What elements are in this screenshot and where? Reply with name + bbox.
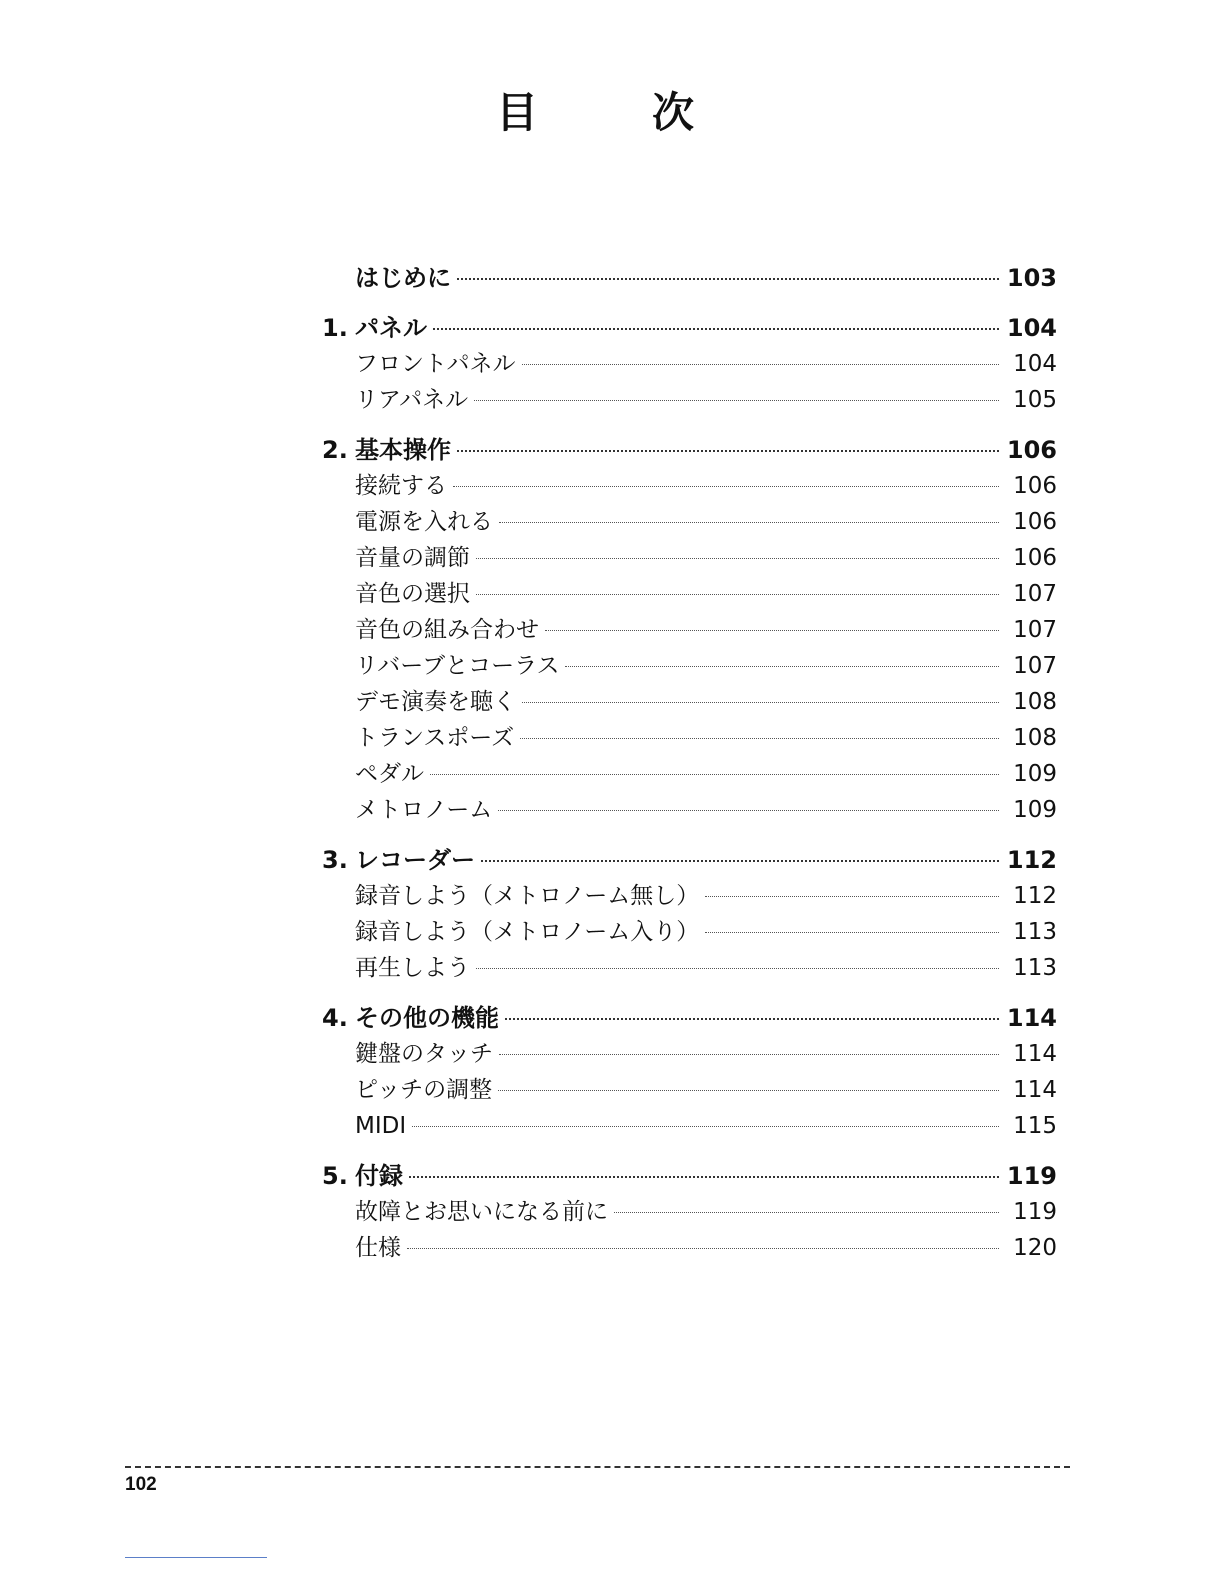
dot-leader <box>705 932 999 933</box>
subentry-title: 故障とお思いになる前に <box>355 1199 608 1225</box>
toc-subentry[interactable] <box>322 878 1057 914</box>
subentry-page-number: 115 <box>1013 1113 1057 1139</box>
dot-leader <box>498 810 999 811</box>
chapter-page-number: 103 <box>1006 264 1057 292</box>
toc-subentry[interactable] <box>322 1036 1057 1072</box>
dot-leader <box>430 774 999 775</box>
toc-chapter-entry[interactable] <box>322 260 1057 296</box>
dot-leader <box>505 1018 999 1020</box>
dot-leader <box>499 522 999 523</box>
toc-subentry[interactable] <box>322 648 1057 684</box>
toc-subentry[interactable] <box>322 1108 1057 1144</box>
dot-leader <box>481 860 999 862</box>
chapter-number: 4. <box>322 1004 348 1032</box>
toc-subentry[interactable] <box>322 756 1057 792</box>
subentry-page-number: 106 <box>1013 545 1057 571</box>
subentry-title: 音色の選択 <box>355 581 470 607</box>
chapter-number: 1. <box>322 314 348 342</box>
subentry-title: ピッチの調整 <box>355 1077 493 1103</box>
subentry-page-number: 113 <box>1013 955 1057 981</box>
subentry-title: 仕様 <box>355 1235 401 1261</box>
toc-section <box>322 260 1057 296</box>
subentry-page-number: 105 <box>1013 387 1057 413</box>
toc-subentry[interactable] <box>322 684 1057 720</box>
subentry-title: 音量の調節 <box>355 545 470 571</box>
dot-leader <box>565 666 999 667</box>
chapter-title: その他の機能 <box>355 1004 499 1032</box>
chapter-page-number: 114 <box>1006 1004 1057 1032</box>
toc-chapter-entry[interactable] <box>322 1000 1057 1036</box>
dot-leader <box>520 738 999 739</box>
toc-section <box>322 842 1057 986</box>
subentry-title: トランスポーズ <box>355 725 515 751</box>
subentry-page-number: 106 <box>1013 509 1057 535</box>
dot-leader <box>705 896 999 897</box>
dot-leader <box>476 968 999 969</box>
bottom-rule <box>125 1557 267 1558</box>
chapter-number: 5. <box>322 1162 348 1190</box>
toc-section <box>322 1000 1057 1144</box>
subentry-title: メトロノーム <box>355 797 493 823</box>
subentry-page-number: 114 <box>1013 1077 1057 1103</box>
dot-leader <box>499 1054 999 1055</box>
toc-subentry[interactable] <box>322 576 1057 612</box>
subentry-title: 音色の組み合わせ <box>355 617 539 643</box>
table-of-contents <box>322 260 1057 1280</box>
subentry-title: 再生しよう <box>355 955 470 981</box>
chapter-number: 3. <box>322 846 348 874</box>
toc-subentry[interactable] <box>322 1194 1057 1230</box>
chapter-page-number: 112 <box>1006 846 1057 874</box>
subentry-page-number: 108 <box>1013 689 1057 715</box>
subentry-title: リバーブとコーラス <box>355 653 560 679</box>
dot-leader <box>522 364 999 365</box>
toc-subentry[interactable] <box>322 792 1057 828</box>
toc-subentry[interactable] <box>322 720 1057 756</box>
dot-leader <box>409 1176 999 1178</box>
subentry-title: リアパネル <box>355 387 469 413</box>
subentry-title: 電源を入れる <box>355 509 493 535</box>
toc-subentry[interactable] <box>322 950 1057 986</box>
subentry-page-number: 112 <box>1013 883 1057 909</box>
page-title: 目 次 <box>495 88 730 137</box>
toc-subentry[interactable] <box>322 612 1057 648</box>
chapter-title: はじめに <box>355 264 451 292</box>
toc-chapter-entry[interactable] <box>322 1158 1057 1194</box>
dot-leader <box>407 1248 999 1249</box>
dot-leader <box>453 486 999 487</box>
toc-subentry[interactable] <box>322 346 1057 382</box>
chapter-page-number: 119 <box>1006 1162 1057 1190</box>
subentry-title: デモ演奏を聴く <box>355 689 516 715</box>
subentry-page-number: 109 <box>1013 761 1057 787</box>
toc-subentry[interactable] <box>322 914 1057 950</box>
footer-page-number: 102 <box>125 1474 157 1495</box>
chapter-title: レコーダー <box>355 846 475 874</box>
toc-subentry[interactable] <box>322 1230 1057 1266</box>
chapter-page-number: 104 <box>1006 314 1057 342</box>
toc-chapter-entry[interactable] <box>322 310 1057 346</box>
subentry-page-number: 106 <box>1013 473 1057 499</box>
dot-leader <box>474 400 999 401</box>
subentry-page-number: 119 <box>1013 1199 1057 1225</box>
toc-chapter-entry[interactable] <box>322 842 1057 878</box>
subentry-title: 接続する <box>355 473 447 499</box>
subentry-page-number: 108 <box>1013 725 1057 751</box>
chapter-title: 付録 <box>355 1162 403 1190</box>
chapter-number: 2. <box>322 436 348 464</box>
toc-chapter-entry[interactable] <box>322 432 1057 468</box>
chapter-page-number: 106 <box>1006 436 1057 464</box>
toc-section <box>322 432 1057 828</box>
toc-subentry[interactable] <box>322 1072 1057 1108</box>
dot-leader <box>457 450 999 452</box>
dot-leader <box>522 702 999 703</box>
subentry-page-number: 120 <box>1013 1235 1057 1261</box>
subentry-page-number: 109 <box>1013 797 1057 823</box>
subentry-title: フロントパネル <box>355 351 516 377</box>
chapter-title: パネル <box>355 314 427 342</box>
subentry-page-number: 107 <box>1013 617 1057 643</box>
dot-leader <box>498 1090 999 1091</box>
footer-divider <box>125 1466 1070 1468</box>
subentry-title: 録音しよう（メトロノーム入り） <box>355 919 700 945</box>
toc-section <box>322 1158 1057 1266</box>
subentry-title: 鍵盤のタッチ <box>355 1041 493 1067</box>
subentry-page-number: 113 <box>1013 919 1057 945</box>
subentry-page-number: 114 <box>1013 1041 1057 1067</box>
toc-subentry[interactable] <box>322 540 1057 576</box>
dot-leader <box>476 558 999 559</box>
dot-leader <box>614 1212 999 1213</box>
subentry-title: MIDI <box>355 1113 407 1139</box>
subentry-page-number: 107 <box>1013 653 1057 679</box>
chapter-title: 基本操作 <box>355 436 451 464</box>
dot-leader <box>412 1126 999 1127</box>
toc-subentry[interactable] <box>322 504 1057 540</box>
dot-leader <box>545 630 999 631</box>
toc-section <box>322 310 1057 418</box>
subentry-title: 録音しよう（メトロノーム無し） <box>355 883 700 909</box>
toc-subentry[interactable] <box>322 468 1057 504</box>
subentry-title: ペダル <box>355 761 424 787</box>
subentry-page-number: 104 <box>1013 351 1057 377</box>
subentry-page-number: 107 <box>1013 581 1057 607</box>
toc-subentry[interactable] <box>322 382 1057 418</box>
dot-leader <box>457 278 999 280</box>
dot-leader <box>433 328 999 330</box>
dot-leader <box>476 594 999 595</box>
